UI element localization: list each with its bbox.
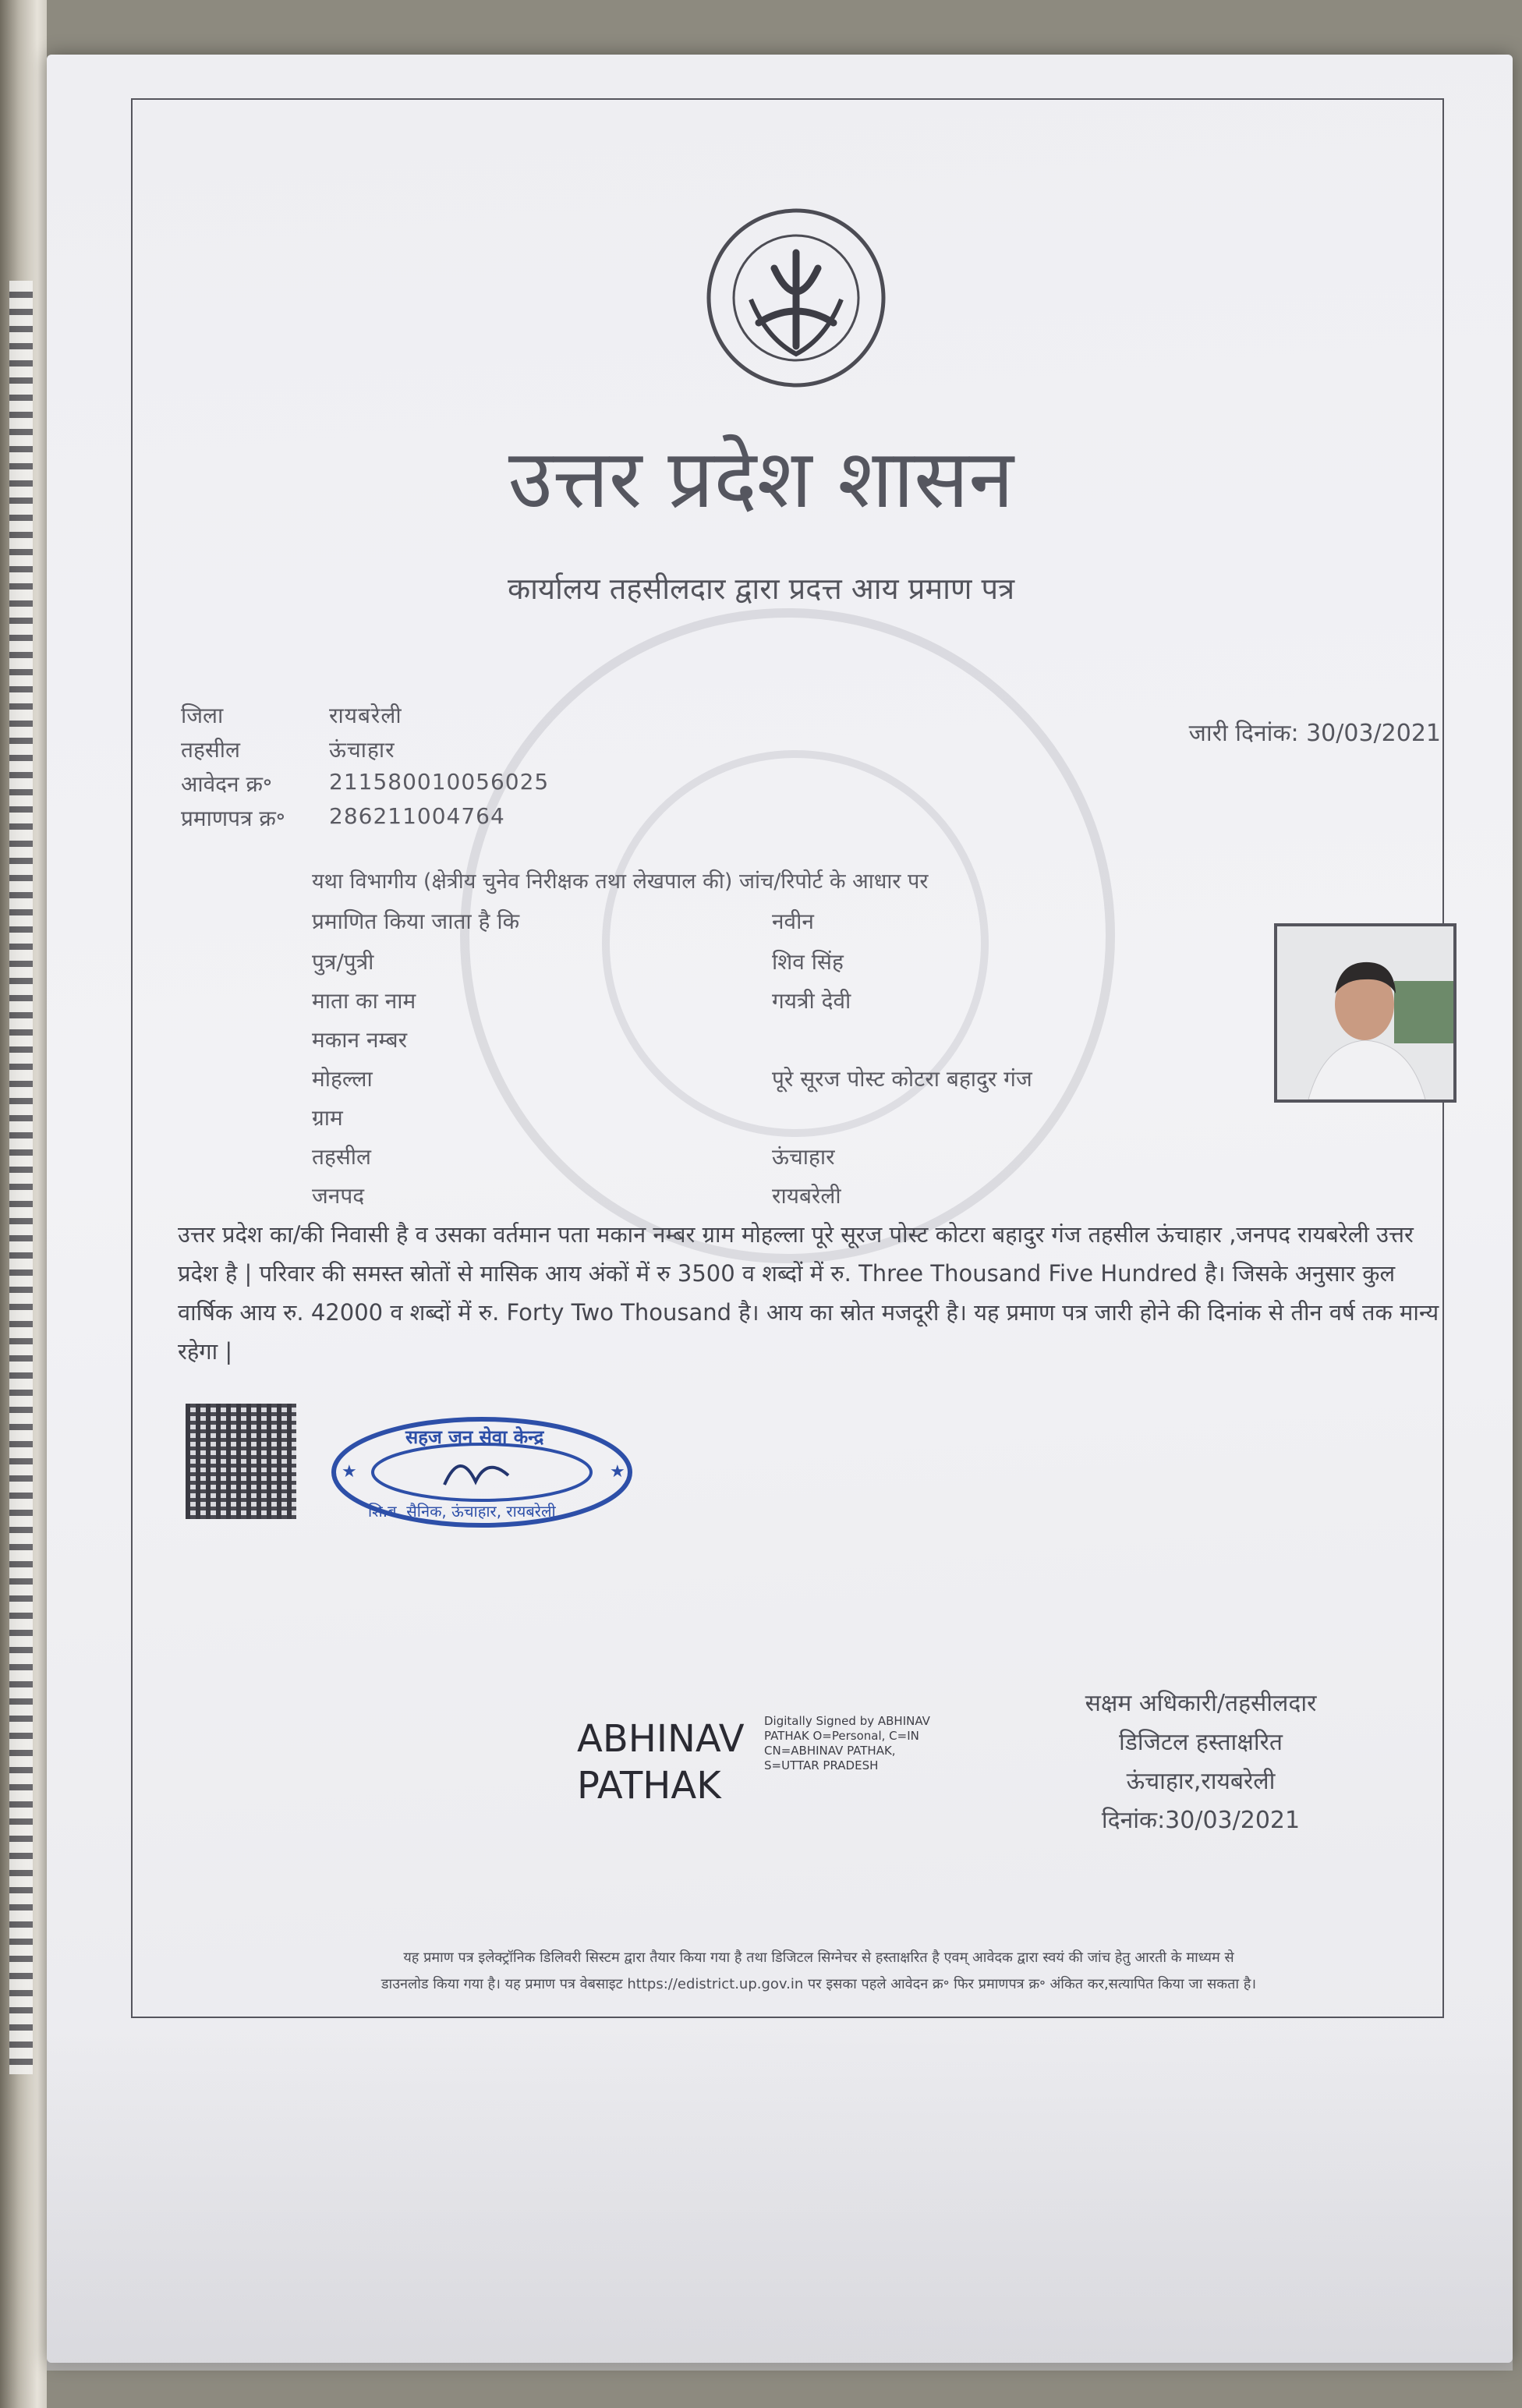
detail-row-certified — [312, 906, 814, 936]
certificate-number-label: प्रमाणपत्र क्र॰ — [181, 806, 285, 831]
applicant-name: नवीन — [772, 908, 814, 934]
digital-signature-details: Digitally Signed by ABHINAV PATHAK O=Personal, C=IN CN=ABHINAV PATHAK, S=UTTAR PRADESH — [764, 1714, 930, 1772]
district-label: जिला — [181, 703, 224, 728]
detail-district-value: रायबरेली — [772, 1183, 841, 1209]
mohalla-value: पूरे सूरज पोस्ट कोटरा बहादुर गंज — [772, 1066, 1032, 1092]
svg-text:★: ★ — [342, 1462, 357, 1482]
stamp-top-text: सहज जन सेवा केन्द्र — [405, 1426, 544, 1448]
applicant-photo — [1274, 923, 1457, 1103]
certificate-body: उत्तर प्रदेश का/की निवासी है व उसका वर्तमान पता मकान नम्बर ग्राम मोहल्ला पूरे सूरज पोस्ट कोटरा बहादुर गंज तहसील ऊंचाहार ,जनपद रायबरेली उत्तर प्रदेश है | परिवार की समस्त स्रोतों से मासिक आय अंकों में रु 3500 व शब्दों में रु. Three Thousand Five Hundred है। जिसके अनुसार कुल वार्षिक आय रु. 42000 व शब्दों में रु. Forty Two Thousand है। आय का स्रोत मजदूरी है। यह प्रमाण पत्र जारी होने की दिनांक से तीन वर्ष तक मान्य रहेगा | — [178, 1221, 1439, 1365]
district-value: रायबरेली — [329, 703, 402, 728]
village-label: ग्राम — [312, 1105, 343, 1131]
footer-line-2: डाउनलोड किया गया है। यह प्रमाण पत्र वेबसाइट https://edistrict.up.gov.in पर इसका पहले आवेदन क्र॰ फिर प्रमाणपत्र क्र॰ अंकित कर,सत्यापित किया जा सकता है। — [380, 1976, 1257, 1992]
up-government-emblem-icon — [704, 206, 888, 390]
binder-edge — [0, 0, 47, 2408]
detail-tehsil-value: ऊंचाहार — [772, 1144, 835, 1170]
footer-note — [164, 1945, 1474, 1998]
parent-label: पुत्र/पुत्री — [312, 949, 374, 975]
qr-code-icon — [186, 1404, 296, 1519]
binder-holes — [9, 281, 33, 2074]
mohalla-label: मोहल्ला — [312, 1066, 373, 1092]
detail-row-village — [312, 1103, 343, 1132]
tehsil-label: तहसील — [181, 737, 240, 763]
detail-row-parent — [312, 947, 844, 976]
tehsil-value: ऊंचाहार — [329, 737, 395, 763]
detail-district-label: जनपद — [312, 1183, 365, 1209]
certificate-number-value: 286211004764 — [329, 803, 505, 829]
footer-line-1: यह प्रमाण पत्र इलेक्ट्रॉनिक डिलिवरी सिस्टम द्वारा तैयार किया गया है तथा डिजिटल सिग्नेचर से हस्ताक्षरित है एवम् आवेदक द्वारा स्वयं की जांच हेतु आरती के माध्यम से — [403, 1949, 1234, 1966]
authority-location: ऊंचाहार,रायबरेली — [1126, 1768, 1276, 1795]
mother-label: माता का नाम — [312, 988, 416, 1014]
issue-date: जारी दिनांक: 30/03/2021 — [1188, 720, 1441, 747]
signer-first-name: ABHINAV — [577, 1717, 745, 1761]
stamp-bottom-text: शि.ब. सैनिक, ऊंचाहार, रायबरेली — [368, 1502, 556, 1521]
svg-text:★: ★ — [610, 1462, 625, 1482]
house-label: मकान नम्बर — [312, 1027, 408, 1053]
certified-label: प्रमाणित किया जाता है कि — [312, 908, 520, 934]
signer-last-name: PATHAK — [577, 1764, 721, 1808]
authority-date: दिनांक:30/03/2021 — [1101, 1807, 1301, 1834]
mother-name: गयत्री देवी — [772, 988, 851, 1014]
parent-name: शिव सिंह — [772, 949, 844, 975]
certificate-subtitle: कार्यालय तहसीलदार द्वारा प्रदत्त आय प्रमाण पत्र — [507, 572, 1015, 606]
application-number-label: आवेदन क्र॰ — [181, 771, 272, 797]
detail-row-mother — [312, 986, 851, 1015]
digital-signer-name — [577, 1716, 764, 1809]
detail-row-district — [312, 1181, 841, 1210]
authority-digital-signed: डिजिटल हस्ताक्षरित — [1119, 1729, 1283, 1756]
detail-tehsil-label: तहसील — [312, 1144, 371, 1170]
plastic-sleeve-sheen — [47, 2027, 1513, 2371]
application-number-value: 211580010056025 — [329, 769, 550, 795]
authority-title: सक्षम अधिकारी/तहसीलदार — [1085, 1690, 1317, 1717]
authority-block — [1037, 1684, 1364, 1840]
verification-line: यथा विभागीय (क्षेत्रीय चुनेव निरीक्षक तथा लेखपाल की) जांच/रिपोर्ट के आधार पर — [312, 869, 929, 894]
detail-row-mohalla — [312, 1064, 1032, 1093]
detail-row-house — [312, 1025, 407, 1054]
page-title: उत्तर प्रदेश शासन — [508, 431, 1014, 526]
detail-row-tehsil — [312, 1142, 835, 1171]
